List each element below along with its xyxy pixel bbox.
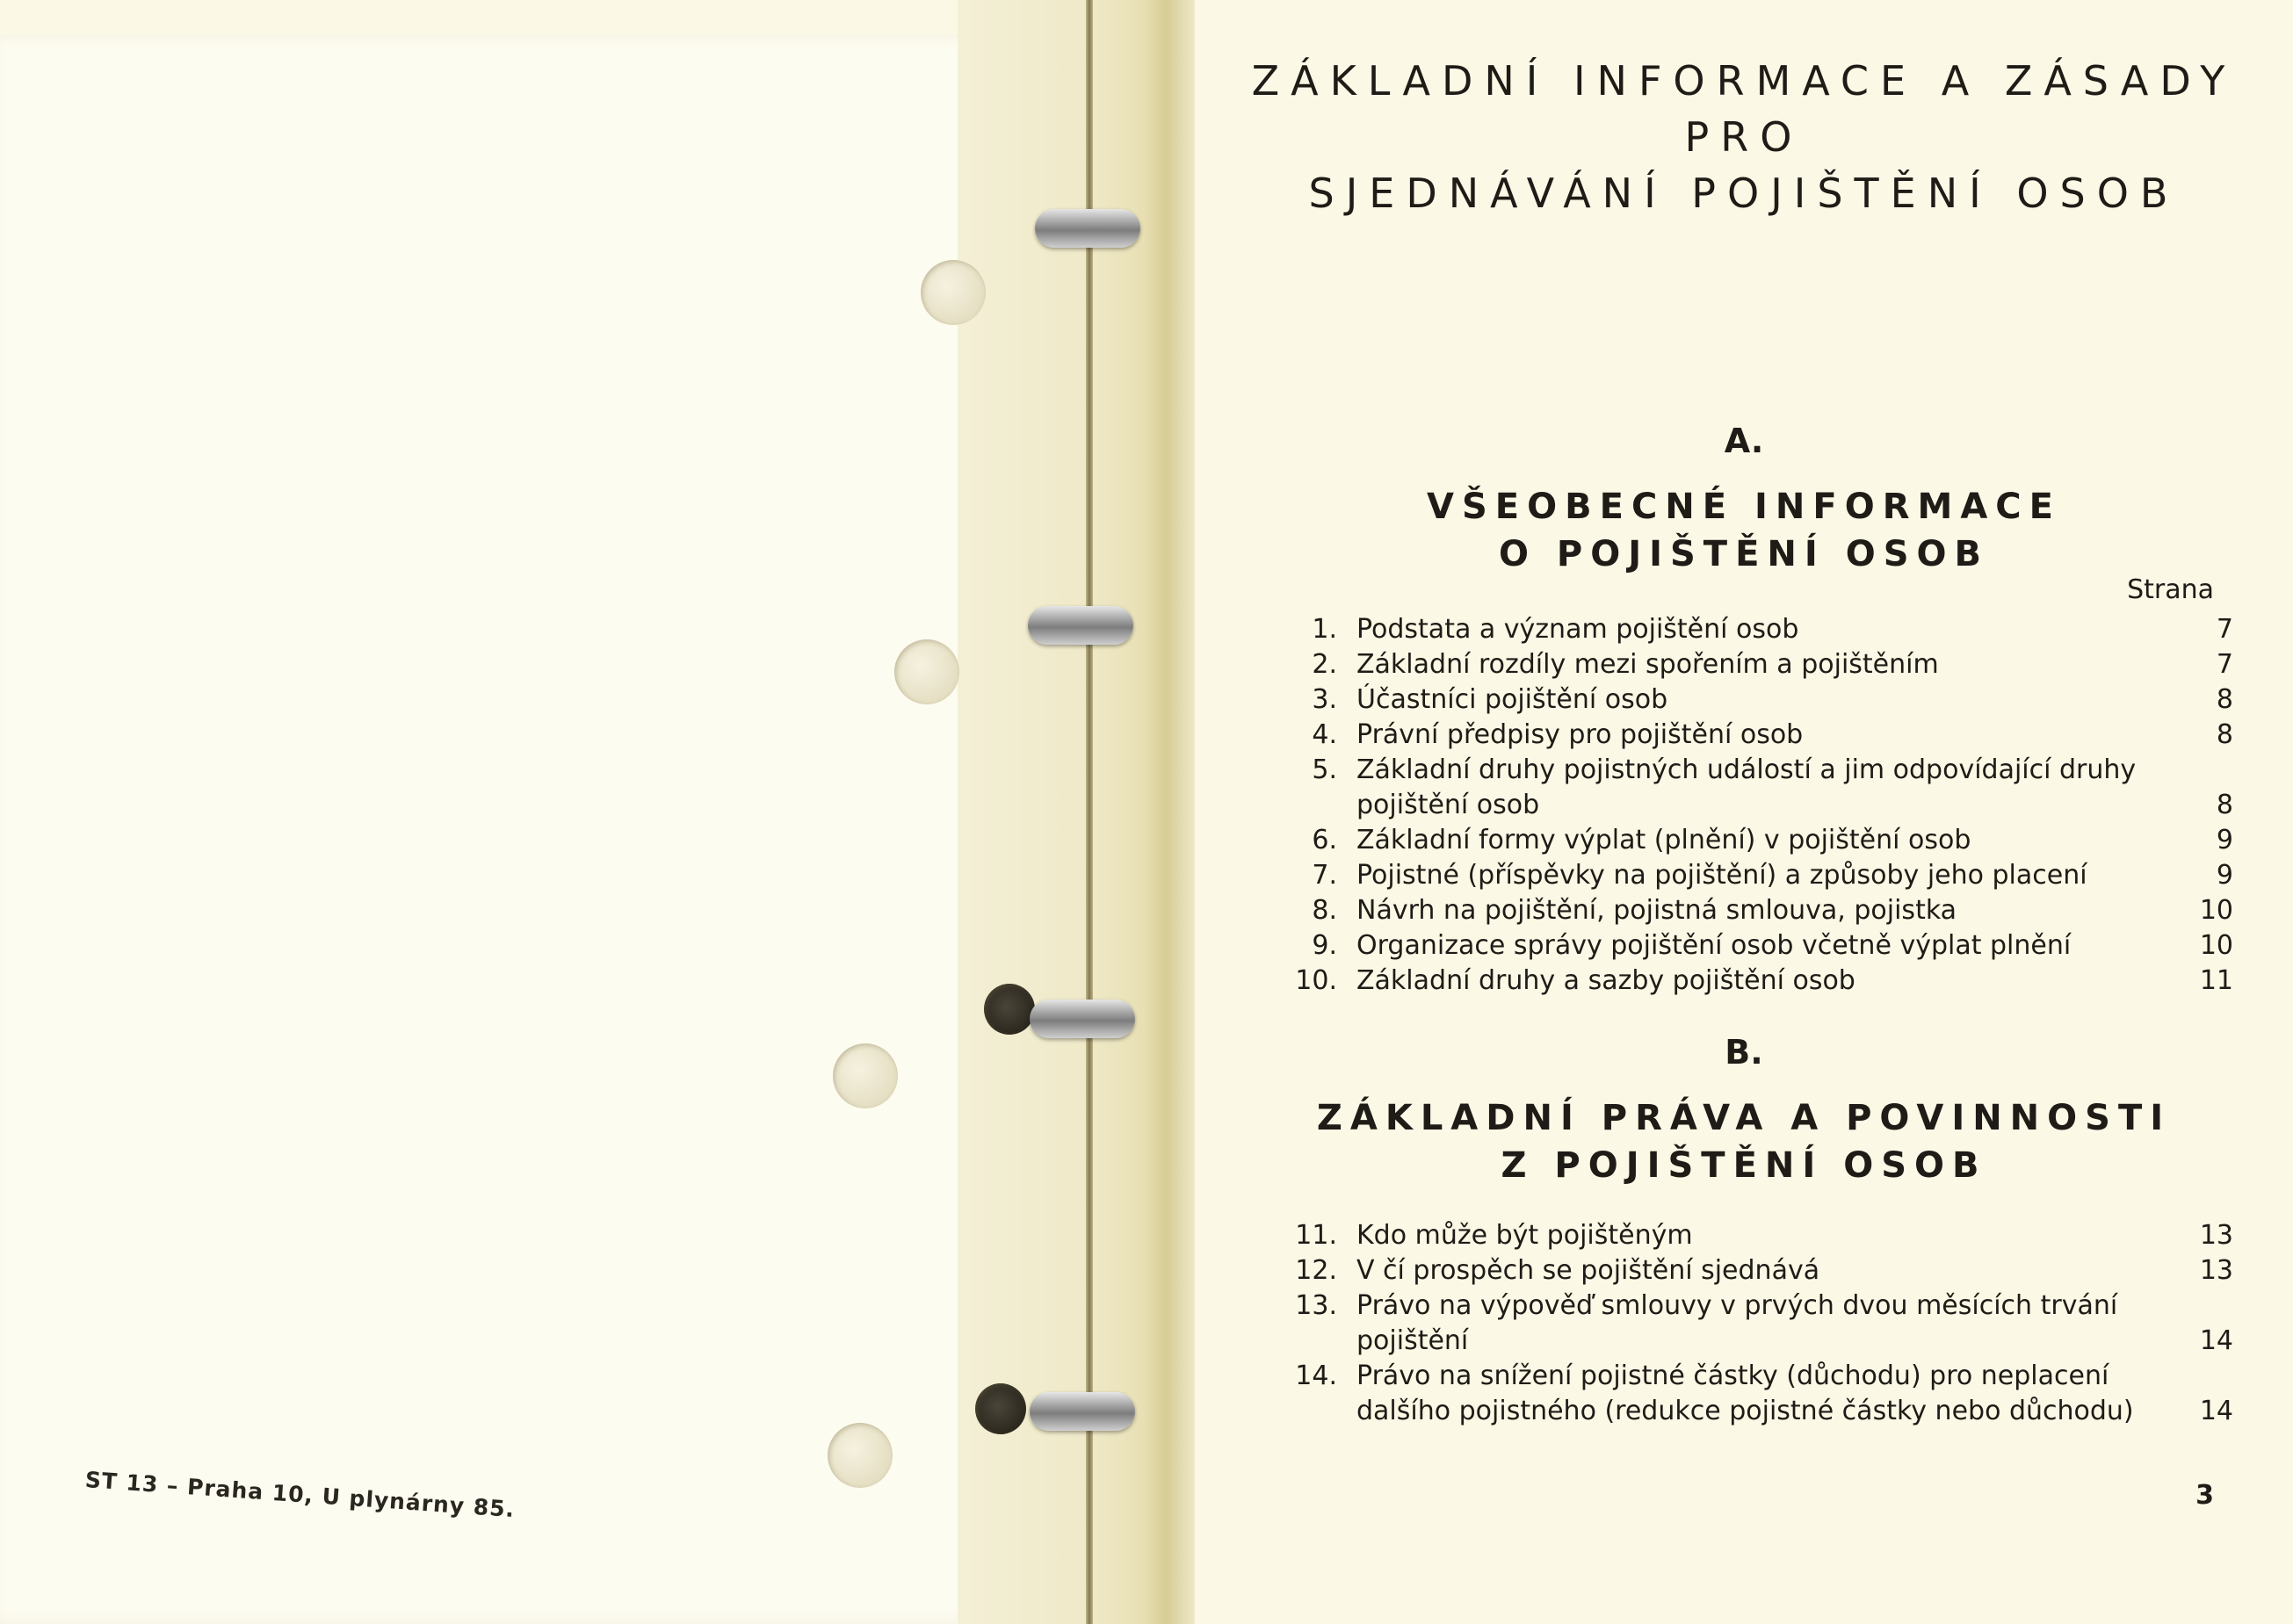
toc-item — [1265, 1218, 2233, 1253]
section-a-title — [1195, 483, 2293, 578]
toc-item — [1265, 647, 2233, 682]
toc-item-title: Základní druhy a sazby pojištění osob — [1356, 965, 1855, 996]
binder-ring — [1028, 606, 1133, 645]
toc-item-title: V čí prospěch se pojištění sjednává — [1356, 1255, 1820, 1286]
toc-item-title: Účastníci pojištění osob — [1356, 684, 1668, 715]
toc-item-page: 13 — [2199, 1255, 2233, 1286]
toc-item — [1265, 612, 2233, 647]
table-of-contents-a — [1265, 612, 2233, 999]
toc-item — [1265, 928, 2233, 964]
toc-item-title: Základní rozdíly mezi spořením a pojištěním — [1356, 649, 1939, 680]
title-line-2: PRO — [1684, 113, 1804, 161]
toc-item-title: Právní předpisy pro pojištění osob — [1356, 719, 1804, 750]
toc-item-page: 7 — [2216, 649, 2233, 680]
title-line-3: SJEDNÁVÁNÍ POJIŠTĚNÍ OSOB — [1308, 170, 2180, 217]
document-title — [1195, 53, 2293, 221]
toc-item-title: Návrh na pojištění, pojistná smlouva, pojistka — [1356, 895, 1957, 926]
section-a-title-line-2: O POJIŠTĚNÍ OSOB — [1498, 534, 1990, 574]
toc-item-number: 3. — [1312, 684, 1337, 715]
toc-item-page: 7 — [2216, 614, 2233, 645]
toc-item-number: 4. — [1312, 719, 1337, 750]
printer-imprint: ST 13 – Praha 10, U plynárny 85. — [83, 1467, 517, 1523]
toc-item-title: Kdo může být pojištěným — [1356, 1220, 1693, 1251]
toc-item — [1265, 682, 2233, 718]
toc-item-page: 10 — [2199, 930, 2233, 961]
toc-item-page: 11 — [2199, 965, 2233, 996]
toc-item-number: 7. — [1312, 860, 1337, 891]
page-column-label: Strana — [2127, 574, 2214, 605]
toc-item — [1265, 1359, 2233, 1429]
binder-hole — [921, 260, 986, 325]
section-a-title-line-1: VŠEOBECNÉ INFORMACE — [1427, 487, 2061, 527]
binder-hole — [833, 1043, 898, 1108]
toc-item — [1265, 964, 2233, 999]
toc-item-number: 5. — [1312, 754, 1337, 785]
binder-ring — [1030, 1392, 1135, 1431]
toc-item — [1265, 858, 2233, 893]
left-page — [0, 35, 1045, 1624]
page-number: 3 — [2195, 1480, 2214, 1511]
binder-hole-dark — [984, 984, 1035, 1035]
toc-item-page: 10 — [2199, 895, 2233, 926]
toc-item-number: 9. — [1312, 930, 1337, 961]
toc-item-number: 6. — [1312, 825, 1337, 855]
toc-item-title: Základní druhy pojistných událostí a jim odpovídající druhy pojištění osob — [1356, 754, 2137, 820]
section-b-letter: B. — [1725, 1033, 1763, 1072]
toc-item — [1265, 893, 2233, 928]
toc-item — [1265, 718, 2233, 753]
table-of-contents-b — [1265, 1218, 2233, 1429]
toc-item — [1265, 753, 2233, 823]
toc-item-number: 1. — [1312, 614, 1337, 645]
toc-item-page: 9 — [2216, 825, 2233, 855]
section-a-letter: A. — [1724, 422, 1764, 460]
toc-item-number: 13. — [1295, 1290, 1337, 1321]
toc-item-page: 9 — [2216, 860, 2233, 891]
toc-item-page: 8 — [2216, 790, 2233, 820]
toc-item-title: Podstata a význam pojištění osob — [1356, 614, 1799, 645]
binder-hole — [828, 1423, 893, 1488]
title-line-1: ZÁKLADNÍ INFORMACE A ZÁSADY — [1251, 57, 2237, 105]
toc-item-title: Organizace správy pojištění osob včetně výplat plnění — [1356, 930, 2072, 961]
toc-item-page: 8 — [2216, 719, 2233, 750]
toc-item-number: 2. — [1312, 649, 1337, 680]
toc-item-page: 14 — [2199, 1396, 2233, 1426]
toc-item-page: 8 — [2216, 684, 2233, 715]
toc-item-number: 12. — [1295, 1255, 1337, 1286]
toc-item-title: Základní formy výplat (plnění) v pojištění osob — [1356, 825, 1971, 855]
toc-item — [1265, 1288, 2233, 1359]
toc-item-number: 8. — [1312, 895, 1337, 926]
section-b-title-line-2: Z POJIŠTĚNÍ OSOB — [1501, 1145, 1987, 1186]
toc-item-title: Pojistné (příspěvky na pojištění) a způsoby jeho placení — [1356, 860, 2087, 891]
toc-item-number: 11. — [1295, 1220, 1337, 1251]
toc-item-page: 13 — [2199, 1220, 2233, 1251]
toc-item-number: 14. — [1295, 1361, 1337, 1391]
toc-item-page: 14 — [2199, 1325, 2233, 1356]
toc-item — [1265, 1253, 2233, 1288]
section-b-title-line-1: ZÁKLADNÍ PRÁVA A POVINNOSTI — [1316, 1098, 2172, 1138]
toc-item-number: 10. — [1295, 965, 1337, 996]
section-b-title — [1195, 1094, 2293, 1189]
binder-hole-dark — [975, 1383, 1026, 1434]
binder-ring — [1030, 1000, 1135, 1038]
toc-item-title: Právo na snížení pojistné částky (důchodu) pro neplacení dalšího pojistného (redukce pojistné částky nebo důchodu) — [1356, 1361, 2134, 1426]
binder-hole — [894, 639, 959, 704]
toc-item-title: Právo na výpověď smlouvy v prvých dvou měsících trvání pojištění — [1356, 1290, 2118, 1356]
toc-item — [1265, 823, 2233, 858]
binder-ring — [1035, 209, 1140, 248]
